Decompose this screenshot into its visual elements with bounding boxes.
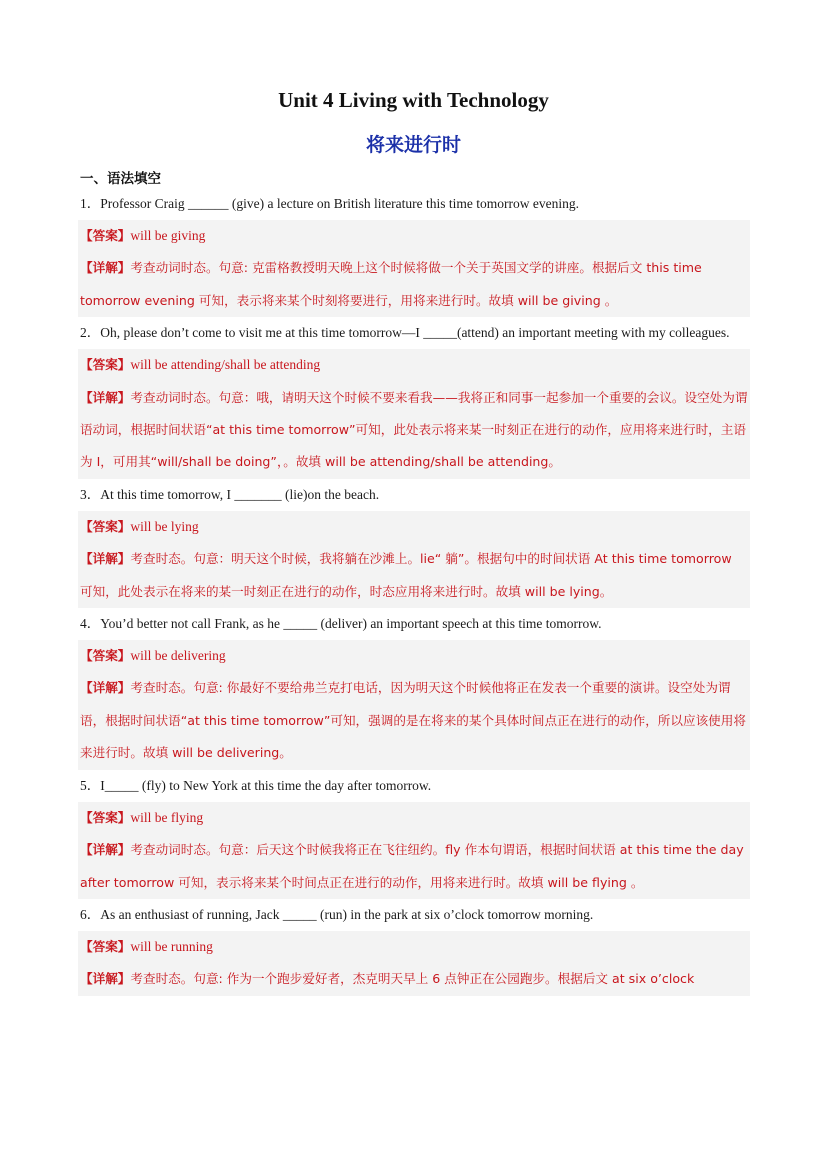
answer-text: will be giving [130,228,206,243]
answer-tag: 【答案】 [80,809,131,825]
answer-line [78,349,750,381]
detail-tag: 【详解】 [80,260,131,276]
exercise-item [78,479,750,608]
detail-block [78,382,750,479]
detail-text: 考查动词时态。句意：后天这个时候我将正在飞往纽约。fly 作本句谓语，根据时间状语 at this time the day after tomorrow 可知，表示将来某个时间点正在进行的动作，用将来进行时。故填 will be flying 。 [80,842,744,890]
answer-line [78,511,750,543]
answer-line [78,931,750,963]
detail-text: 考查时态。句意: 你最好不要给弗兰克打电话，因为明天这个时候他将正在发表一个重要的演讲。设空处为谓语，根据时间状语“at this time tomorrow”可知，强调的是在将来的某个具体时间点正在进行的动作，所以应该使用将来进行时。故填 will be delivering。 [80,680,746,761]
exercise-item [78,899,750,996]
question-text: 2．Oh, please don’t come to visit me at this time tomorrow—I _____(attend) an important meeting with my colleagues. [80,325,730,341]
detail-text: 考查动词时态。句意: 克雷格教授明天晚上这个时候将做一个关于英国文学的讲座。根据后文 this time tomorrow evening 可知，表示将来某个时刻将要进行，用将来进行时。故填 will be giving 。 [80,260,702,308]
detail-text: 考查时态。句意: 作为一个跑步爱好者，杰克明天早上 6 点钟正在公园跑步。根据后文 at six o’clock [130,971,695,987]
detail-block [78,672,750,769]
exercise-item [78,770,750,899]
detail-block [78,834,750,899]
answer-line [78,802,750,834]
question-text: 1．Professor Craig ______ (give) a lecture on British literature this time tomorrow evening. [80,196,580,211]
section-heading: 一、语法填空 [80,171,161,187]
detail-text: 考查时态。句意：明天这个时候，我将躺在沙滩上。lie“ 躺”。根据句中的时间状语 At this time tomorrow 可知，此处表示在将来的某一时刻正在进行的动作，时态应用将来进行时。故填 will be lying。 [80,551,732,599]
detail-block [78,543,750,608]
detail-tag: 【详解】 [80,680,131,696]
answer-tag: 【答案】 [80,648,131,664]
answer-tag: 【答案】 [80,518,131,534]
question-text: 6．As an enthusiast of running, Jack _____ (run) in the park at six o’clock tomorrow morning. [80,906,594,922]
answer-text: will be lying [130,518,199,534]
answer-tag: 【答案】 [80,228,131,243]
exercise-item [78,608,750,770]
detail-tag: 【详解】 [80,389,131,405]
answer-line [78,220,750,252]
answer-tag: 【答案】 [80,357,131,373]
answer-text: will be running [130,938,213,954]
page-title: Unit 4 Living with Technology [278,88,549,112]
answer-text: will be attending/shall be attending [130,357,321,373]
exercise-list [78,188,750,996]
detail-text: 考查动词时态。句意：哦，请明天这个时候不要来看我——我将正和同事一起参加一个重要的会议。设空处为谓语动词，根据时间状语“at this time tomorrow”可知，此处表示将来某一时刻正在进行的动作，应用将来进行时，主语为 I，可用其“will/shall be doing”，。故填 will be attending/shall be attending。 [80,389,748,470]
detail-block [78,963,750,995]
answer-tag: 【答案】 [80,938,131,954]
page-subtitle: 将来进行时 [365,134,461,156]
question-text: 5．I_____ (fly) to New York at this time the day after tomorrow. [80,777,432,793]
question-text: 4．You’d better not call Frank, as he _____ (deliver) an important speech at this time tomorrow. [80,616,602,632]
detail-tag: 【详解】 [80,842,131,858]
exercise-item [78,188,750,317]
detail-tag: 【详解】 [80,971,131,987]
answer-line [78,640,750,672]
answer-text: will be flying [130,809,204,825]
answer-text: will be delivering [130,648,226,664]
detail-tag: 【详解】 [80,551,131,567]
question-text: 3．At this time tomorrow, I _______ (lie)on the beach. [80,486,380,502]
detail-block [78,252,750,317]
exercise-item [78,317,750,479]
